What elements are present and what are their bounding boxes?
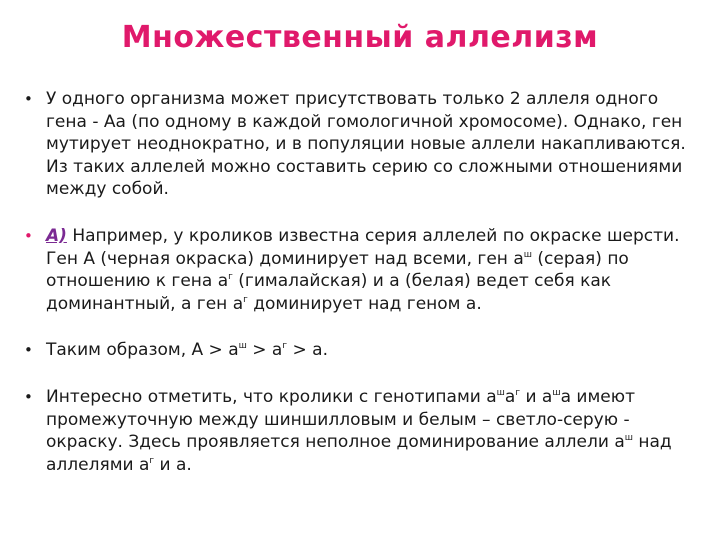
bullet-text: Таким образом, А > а [46,340,239,361]
bullet-text: Интересно отметить, что кролики с генотипами а [46,386,497,407]
allele-superscript: г [243,294,248,305]
allele-superscript: г [149,455,155,466]
bullet-item-4 [24,386,700,476]
allele-superscript: ш [238,341,247,352]
bullet-text: (гималайская) и а (белая) ведет себя как доминантный, а ген а [46,271,612,314]
allele-superscript: г [282,341,288,352]
bullet-text: > а [246,340,283,361]
bullet-item-3 [24,339,700,362]
bullet-item-2 [24,225,700,315]
bullet-text: У одного организма может присутствовать только 2 аллеля одного гена - Аа (по одному в каждой гомологичной хромосоме). Однако, ген мутирует неоднократно, и в популяции новые аллели накапливаются. Из таких аллелей можно составить серию со сложными отношениями между собой. [46,89,686,200]
bullet-text: (серая) по отношению к гена а [46,248,629,292]
bullet-text: Например, у кроликов известна серия аллелей по окраске шерсти. Ген А (черная окраска) доминирует над всеми, ген а [46,225,680,269]
bullet-dot-icon: • [24,387,33,406]
bullet-text: а [504,386,516,407]
bullet-text: над аллелями а [46,432,672,475]
bullet-text: а имеют промежуточную между шиншилловым и белым – светло-серую - окраску. Здесь проявляется неполное доминирование аллели а [46,386,635,453]
bullet-dot-icon: • [24,90,33,108]
bullet-text: и а. [154,454,192,475]
bullet-text: доминирует над геном а. [247,293,482,314]
allele-superscript: ш [624,433,633,444]
bullet-list [24,88,700,500]
bullet-dot-icon: • [24,341,33,360]
bullet-text: > а. [287,340,328,361]
example-marker: А) [46,225,67,246]
bullet-item-1 [24,88,700,201]
allele-superscript: г [228,272,233,283]
bullet-dot-icon: • [24,226,33,245]
allele-superscript: ш [552,387,561,398]
allele-superscript: ш [496,387,505,398]
allele-superscript: ш [523,249,532,260]
bullet-text: и а [520,386,553,407]
allele-superscript: г [515,387,521,398]
slide-title: Множественный аллелизм [121,20,599,55]
